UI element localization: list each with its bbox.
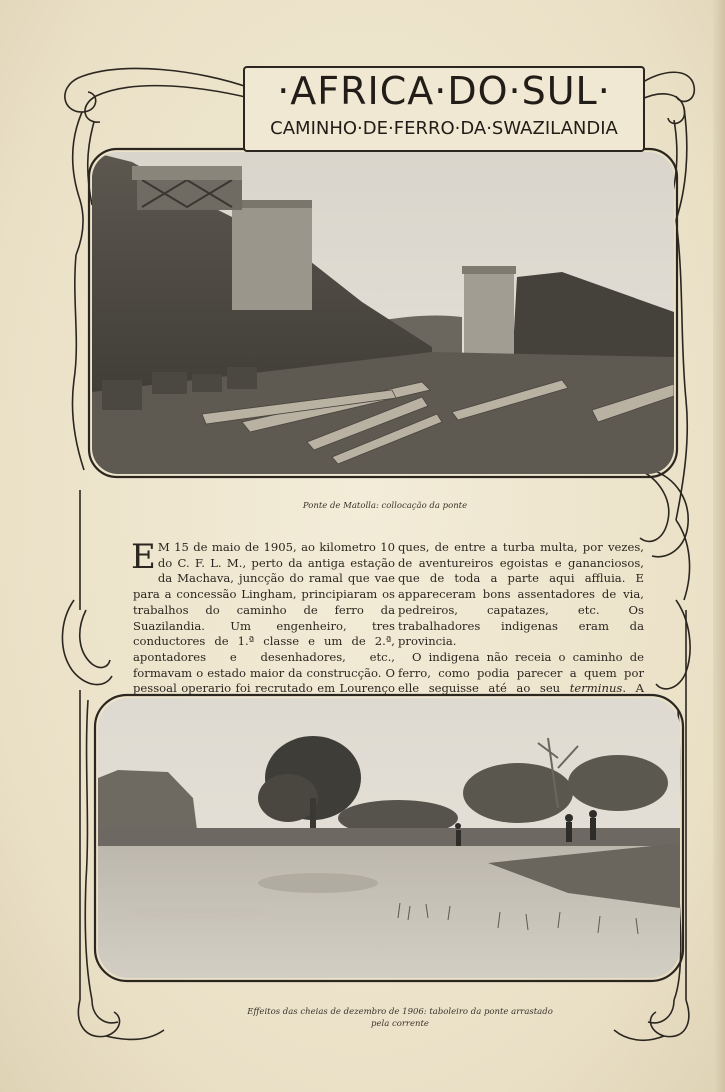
page-title: ·AFRICA·DO·SUL· [277, 69, 611, 113]
column-1-text: M 15 de maio de 1905, ao kilometro 10 do C. F. L. M., perto da antiga estação da Machava, juncção do ramal que vae para a concessão Lingham, principiaram os trabalhos do caminho de ferro da Suazilandia. Um engenheiro, tres conductores de 1.ª classe e um de 2.ª, apontadores e desenhadores, etc., formavam o estado maior da construcção. O pessoal operario foi recrutado em Lourenço [133, 540, 395, 696]
top-photo-caption: Ponte de Matolla: collocação da ponte [302, 501, 468, 511]
column-2-paragraph-1: ques, de entre a turba multa, por vezes, de aventureiros egoistas e gananciosos, que de toda a parte aqui affluia. E appareceram bons assentadores de via, pedreiros, capatazes, etc. Os trabalhadores indigenas eram da provincia. [398, 540, 644, 649]
flood-river-photo [98, 698, 680, 978]
column-2-paragraph-2: O indigena não receia o caminho de ferro, como podia parecer a quem por elle seguisse até ao seu terminus. A [398, 649, 644, 696]
terminus-italic: terminus [569, 681, 623, 696]
page-subtitle: CAMINHO·DE·FERRO·DA·SWAZILANDIA [270, 118, 618, 139]
drop-cap: E [131, 537, 156, 577]
article-column-1 [131, 537, 395, 713]
bridge-construction-photo [92, 152, 674, 474]
bottom-photo-caption: Effeitos das cheias de dezembro de 1906: taboleiro da ponte arrastado pela corrente [247, 1007, 553, 1029]
